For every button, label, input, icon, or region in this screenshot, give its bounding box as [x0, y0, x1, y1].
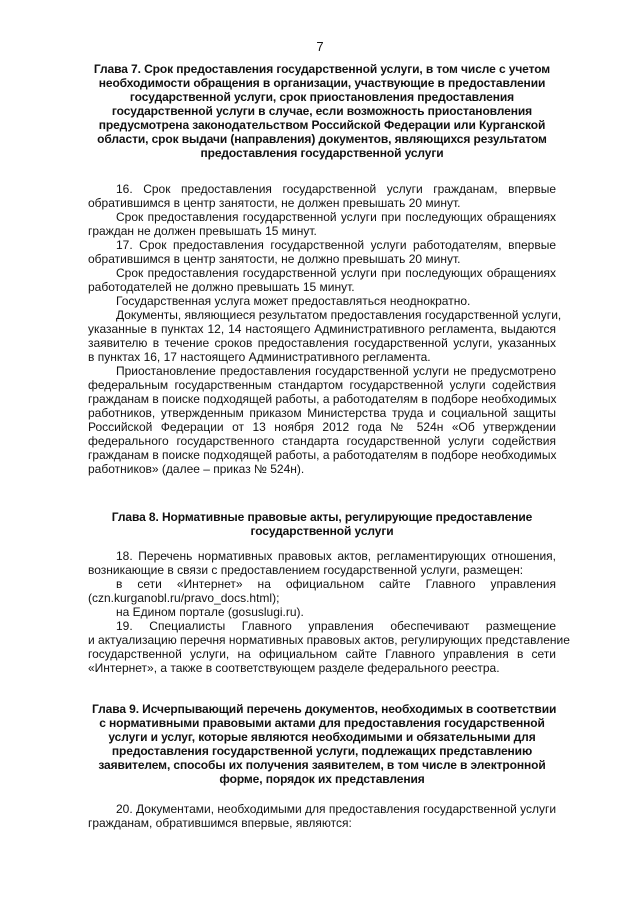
paragraph — [88, 238, 556, 266]
paragraph-line: работников, утвержденным приказом Министерства труда и социальной защиты — [88, 406, 556, 420]
paragraph — [88, 294, 556, 308]
page-number: 7 — [316, 39, 324, 54]
paragraph-line: 18. Перечень нормативных правовых актов, регламентирующих отношения, — [116, 549, 556, 563]
paragraph-line: Документы, являющиеся результатом предоставления государственной услуги, — [116, 308, 562, 322]
paragraph-line: возникающие в связи с предоставлением государственной услуги, размещен: — [88, 563, 524, 577]
chapter-9-heading — [92, 702, 557, 786]
paragraph-line: на Едином портале (gosuslugi.ru). — [116, 605, 304, 619]
paragraph-line: и актуализацию перечня нормативных правовых актов, регулирующих представление — [88, 633, 570, 647]
paragraph-line: обратившимся в центр занятости, не должен превышать 20 минут. — [88, 196, 461, 210]
heading-line: государственной услуги — [250, 524, 394, 538]
paragraph-line: Приостановление предоставления государственной услуги не предусмотрено — [116, 364, 556, 378]
paragraph-line: Срок предоставления государственной услуги при последующих обращениях — [116, 210, 556, 224]
paragraph-line: Срок предоставления государственной услуги при последующих обращениях — [116, 266, 556, 280]
paragraph-line: федерального государственного стандарта государственной услуги содействия — [88, 434, 556, 448]
paragraph-line: в пунктах 16, 17 настоящего Административного регламента. — [88, 350, 431, 364]
heading-line: государственной услуги, срок приостановления предоставления — [129, 90, 515, 104]
paragraph-line: 19. Специалисты Главного управления обеспечивают размещение — [116, 619, 556, 633]
paragraph — [88, 619, 570, 675]
paragraph-line: гражданам в поиске подходящей работы, а работодателям в подборе необходимых — [88, 392, 557, 406]
paragraph-line: указанные в пунктах 12, 14 настоящего Административного регламента, выдаются — [88, 322, 556, 336]
paragraph-line: обратившимся в центр занятости, не должно превышать 20 минут. — [88, 252, 461, 266]
paragraph-line: «Интернет», а также в соответствующем разделе федерального реестра. — [88, 661, 500, 675]
paragraph — [88, 364, 556, 476]
paragraph-line: граждан не должен превышать 15 минут. — [88, 224, 317, 238]
paragraph-line: работодателей не должно превышать 15 минут. — [88, 280, 355, 294]
heading-line: форме, порядок их представления — [219, 772, 425, 786]
heading-line: с нормативными правовыми актами для предоставления государственной — [99, 716, 545, 730]
paragraph-line: 16. Срок предоставления государственной услуги гражданам, впервые — [116, 182, 556, 196]
paragraph — [88, 549, 556, 577]
heading-line: Глава 7. Срок предоставления государственной услуги, в том числе с учетом — [93, 62, 551, 76]
heading-line: предоставления государственной услуги — [200, 146, 444, 160]
paragraph-line: заявителю в течение сроков предоставления государственной услуги, указанных — [88, 336, 556, 350]
paragraph — [88, 308, 562, 364]
paragraph-line: (czn.kurganobl.ru/pravo_docs.html); — [88, 591, 280, 605]
paragraph — [88, 182, 556, 210]
heading-line: предусмотрена законодательством Российской Федерации или Курганской — [98, 118, 546, 132]
heading-line: необходимости обращения в организации, участвующие в предоставлении — [98, 76, 546, 90]
paragraph-line: гражданам, обратившимся впервые, являются: — [88, 816, 352, 830]
paragraph — [88, 210, 556, 238]
heading-line: предоставления государственной услуги, подлежащих представлению — [111, 744, 533, 758]
heading-line: государственной услуги в случае, если возможность приостановления — [111, 104, 533, 118]
paragraph-line: гражданам в поиске подходящей работы, а работодателям в подборе необходимых — [88, 448, 557, 462]
heading-line: заявителем, способы их получения заявителем, в том числе в электронной — [98, 758, 546, 772]
heading-line: Глава 8. Нормативные правовые акты, регулирующие предоставление — [111, 510, 533, 524]
paragraph-line: в сети «Интернет» на официальном сайте Главного управления — [116, 577, 556, 591]
paragraph-line: государственной услуги, на официальном сайте Главного управления в сети — [88, 647, 556, 661]
chapter-7-body — [88, 182, 562, 476]
paragraph — [88, 605, 556, 619]
paragraph — [88, 802, 556, 830]
paragraph-line: федеральным государственным стандартом государственной услуги содействия — [88, 378, 556, 392]
paragraph-line: 17. Срок предоставления государственной услуги работодателям, впервые — [116, 238, 556, 252]
heading-line: области, срок выдачи (направления) документов, являющихся результатом — [97, 132, 547, 146]
chapter-8-heading — [92, 510, 552, 538]
paragraph-line: работников» (далее – приказ № 524н). — [88, 462, 305, 476]
chapter-8-body — [88, 549, 570, 675]
heading-line: услуги и услуг, которые являются необходимыми и обязательными для — [108, 730, 536, 744]
chapter-7-heading — [92, 62, 552, 160]
paragraph-line: Российской Федерации от 13 ноября 2012 года № 524н «Об утверждении — [88, 420, 556, 434]
heading-line: Глава 9. Исчерпывающий перечень документов, необходимых в соответствии — [92, 702, 557, 716]
paragraph-line: 20. Документами, необходимыми для предоставления государственной услуги — [116, 802, 557, 816]
paragraph — [88, 577, 556, 605]
paragraph-line: Государственная услуга может предоставляться неоднократно. — [116, 294, 471, 308]
chapter-9-body — [88, 802, 556, 830]
paragraph — [88, 266, 556, 294]
